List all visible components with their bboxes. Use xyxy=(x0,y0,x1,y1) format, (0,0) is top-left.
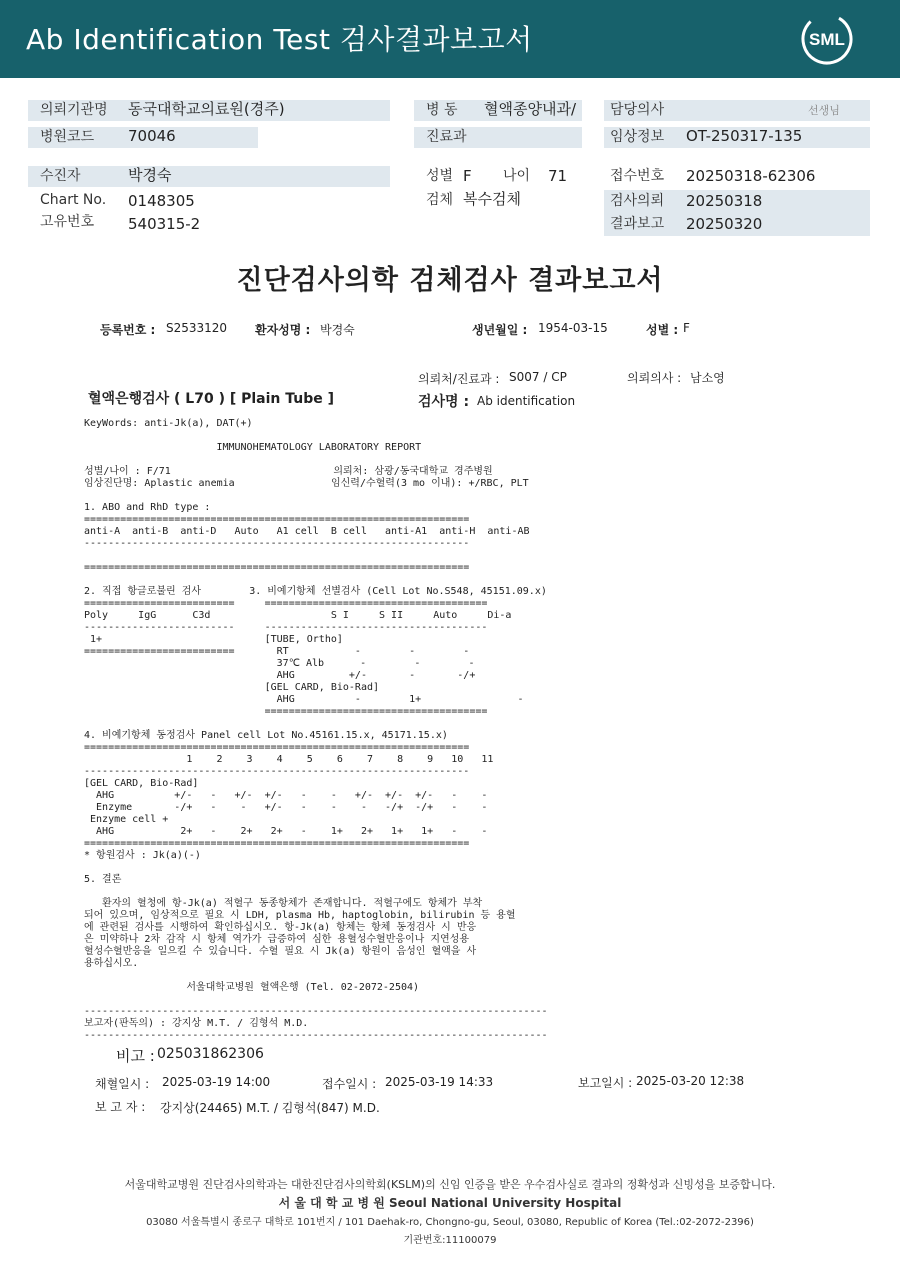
report-header xyxy=(0,0,900,78)
name-label: 환자성명 : xyxy=(255,323,311,337)
report-line: ========================= RT - - - xyxy=(84,646,470,657)
report-line: ------------------------- ------------------------------------- xyxy=(84,622,488,633)
patient-value: 박경숙 xyxy=(128,166,172,184)
hospital-code-value: 70046 xyxy=(128,127,176,145)
sml-logo-text: SML xyxy=(809,30,845,49)
report-label: 결과보고 xyxy=(610,216,665,232)
report-line: 4. 비예기항체 동정검사 Panel cell Lot No.45161.15.x, 45171.15.x) xyxy=(84,730,448,741)
clinical-label: 임상정보 xyxy=(610,129,665,145)
uid-label: 고유번호 xyxy=(40,214,95,230)
specimen-value: 복수검체 xyxy=(463,190,521,208)
sex-value: F xyxy=(463,167,472,185)
remark-label: 비고 : xyxy=(116,1047,155,1065)
footer-institution-number: 기관번호:11100079 xyxy=(403,1235,497,1246)
uid-value: 540315-2 xyxy=(128,215,201,233)
report-line: 1. ABO and RhD type : xyxy=(84,502,211,513)
report-line: 1+ [TUBE, Ortho] xyxy=(84,634,343,645)
collected-label: 채혈일시 : xyxy=(95,1077,150,1091)
report-line: ===================================== xyxy=(84,706,488,717)
report-line: [GEL CARD, Bio-Rad] xyxy=(84,682,380,693)
report-line: 5. 결론 xyxy=(84,874,122,885)
receipt-label: 접수번호 xyxy=(610,168,665,184)
dob-value: 1954-03-15 xyxy=(538,321,608,335)
report-line: [GEL CARD, Bio-Rad] xyxy=(84,778,199,789)
dob-label: 생년월일 : xyxy=(472,323,528,337)
institution-label: 의뢰기관명 xyxy=(40,102,108,118)
report-line xyxy=(84,862,548,874)
doctor-value: 선생님 xyxy=(808,104,840,117)
sex-label: 성별 xyxy=(426,168,454,184)
report-line: 임상진단명: Aplastic anemia 임신력/수혈력(3 mo 이내): +/RBC, PLT xyxy=(84,478,529,489)
report-line xyxy=(84,430,548,442)
report-line: Enzyme -/+ - - +/- - - - -/+ -/+ - - xyxy=(84,802,488,813)
request-value: 20250318 xyxy=(686,192,763,210)
report-line: 보고자(판독의) : 강지상 M.T. / 김형석 M.D. xyxy=(84,1018,309,1029)
field-bar xyxy=(28,166,390,187)
age-value: 71 xyxy=(548,167,568,185)
report-line: Poly IgG C3d S I S II Auto Di-a xyxy=(84,610,512,621)
report-line: ================================================================ xyxy=(84,514,470,525)
specimen-label: 검체 xyxy=(426,192,454,208)
clinical-value: OT-250317-135 xyxy=(686,127,803,145)
report-line: Enzyme cell + xyxy=(84,814,169,825)
chart-value: 0148305 xyxy=(128,192,195,210)
report-line: 에 관련된 검사를 시행하여 확인하십시오. 항-Jk(a) 항체는 항체 동정검사 시 반응 xyxy=(84,922,477,933)
reg-label: 등록번호 : xyxy=(100,323,156,337)
report-line: 2. 직접 항글로불린 검사 3. 비예기항체 선별검사 (Cell Lot No.S548, 45151.09.x) xyxy=(84,586,547,597)
age-label: 나이 xyxy=(503,168,531,184)
reg-value: S2533120 xyxy=(166,321,228,335)
patient-label: 수진자 xyxy=(40,168,81,184)
reporter-label: 보 고 자 : xyxy=(95,1100,146,1114)
report-header-title: Ab Identification Test 검사결과보고서 xyxy=(26,23,533,56)
report-line xyxy=(84,994,548,1006)
received-label: 접수일시 : xyxy=(322,1077,377,1091)
institution-value: 동국대학교의료원(경주) xyxy=(128,100,285,118)
report-line xyxy=(84,718,548,730)
report-line: 은 미약하나 2차 감작 시 항체 역가가 급증하여 심한 용혈성수혈반응이나 지연성용 xyxy=(84,934,470,945)
report-line: ================================================================ xyxy=(84,838,470,849)
dept-doc-label: 의뢰처/진료과 : xyxy=(418,372,500,386)
lab-report-body xyxy=(84,418,548,1042)
report-line xyxy=(84,454,548,466)
report-line: ---------------------------------------------------------------- xyxy=(84,766,470,777)
footer-hospital-name: 서 울 대 학 교 병 원 Seoul National University Hospital xyxy=(278,1196,622,1210)
doctor-label: 담당의사 xyxy=(610,102,665,118)
report-line: 1 2 3 4 5 6 7 8 9 10 11 xyxy=(84,754,494,765)
receipt-value: 20250318-62306 xyxy=(686,167,816,185)
reporter-value: 강지상(24465) M.T. / 김형석(847) M.D. xyxy=(160,1101,380,1115)
document-title: 진단검사의학 검체검사 결과보고서 xyxy=(236,265,664,296)
report-line: IMMUNOHEMATOLOGY LABORATORY REPORT xyxy=(84,442,422,453)
dept-doc-value: S007 / CP xyxy=(509,370,567,384)
report-line: 성별/나이 : F/71 의뢰처: 삼광/동국대학교 경주병원 xyxy=(84,466,493,477)
collected-value: 2025-03-19 14:00 xyxy=(162,1075,271,1089)
dept-label: 진료과 xyxy=(426,129,467,145)
report-line xyxy=(84,490,548,502)
report-line: 용하십시오. xyxy=(84,958,139,969)
report-line: ================================================================ xyxy=(84,742,470,753)
report-line: 되어 있으며, 임상적으로 필요 시 LDH, plasma Hb, haptoglobin, bilirubin 등 용혈 xyxy=(84,910,516,921)
sex-label-doc: 성별 : xyxy=(646,323,679,337)
ward-value: 혈액종양내과/ xyxy=(484,100,576,118)
report-line: 혈성수혈반응을 일으킬 수 있습니다. 수혈 필요 시 Jk(a) 항원이 음성인 혈액을 사 xyxy=(84,946,477,957)
report-line: 환자의 혈청에 항-Jk(a) 적혈구 동종항체가 존재합니다. 적혈구에도 항체가 부착 xyxy=(84,898,483,909)
report-line: ----------------------------------------------------------------------------- xyxy=(84,1006,548,1017)
name-value: 박경숙 xyxy=(320,323,355,337)
report-line: * 항원검사 : Jk(a)(-) xyxy=(84,850,201,861)
test-name-value: Ab identification xyxy=(477,394,576,408)
report-line: AHG - 1+ - xyxy=(84,694,524,705)
reported-value: 2025-03-20 12:38 xyxy=(636,1074,745,1088)
report-line xyxy=(84,574,548,586)
report-line xyxy=(84,970,548,982)
chart-label: Chart No. xyxy=(40,192,107,208)
report-value: 20250320 xyxy=(686,215,763,233)
test-name-label: 검사명 : xyxy=(418,394,470,410)
physician-value: 남소영 xyxy=(690,371,725,385)
report-line: AHG 2+ - 2+ 2+ - 1+ 2+ 1+ 1+ - - xyxy=(84,826,488,837)
report-line xyxy=(84,886,548,898)
request-label: 검사의뢰 xyxy=(610,193,665,209)
report-line: ================================================================ xyxy=(84,562,470,573)
report-line: AHG +/- - +/- +/- - - +/- +/- +/- - - xyxy=(84,790,488,801)
report-line: 37℃ Alb - - - xyxy=(84,658,475,669)
footer-certification: 서울대학교병원 진단검사의학과는 대한진단검사의학회(KSLM)의 신임 인증을 받은 우수검사실로 결과의 정확성과 신빙성을 보증합니다. xyxy=(124,1178,776,1191)
ward-label: 병 동 xyxy=(426,102,458,118)
report-line: KeyWords: anti-Jk(a), DAT(+) xyxy=(84,418,253,429)
report-line: ========================= ===================================== xyxy=(84,598,488,609)
report-line: ----------------------------------------------------------------------------- xyxy=(84,1030,548,1041)
report-line: anti-A anti-B anti-D Auto A1 cell B cell anti-A1 anti-H anti-AB xyxy=(84,526,530,537)
report-line: AHG +/- - -/+ xyxy=(84,670,476,681)
remark-value: 025031862306 xyxy=(157,1046,264,1062)
sex-value-doc: F xyxy=(683,321,690,335)
physician-label: 의뢰의사 : xyxy=(627,371,682,385)
footer-address: 03080 서울특별시 종로구 대학로 101번지 / 101 Daehak-ro, Chongno-gu, Seoul, 03080, Republic of Korea (Tel.:02-2072-2396) xyxy=(146,1217,754,1228)
hospital-code-label: 병원코드 xyxy=(40,129,95,145)
reported-label: 보고일시 : xyxy=(578,1076,633,1090)
report-line xyxy=(84,550,548,562)
received-value: 2025-03-19 14:33 xyxy=(385,1075,494,1089)
report-line: ---------------------------------------------------------------- xyxy=(84,538,470,549)
report-line: 서울대학교병원 혈액은행 (Tel. 02-2072-2504) xyxy=(84,982,420,993)
test-group: 혈액은행검사 ( L70 ) [ Plain Tube ] xyxy=(88,391,335,407)
sml-logo xyxy=(800,12,854,66)
